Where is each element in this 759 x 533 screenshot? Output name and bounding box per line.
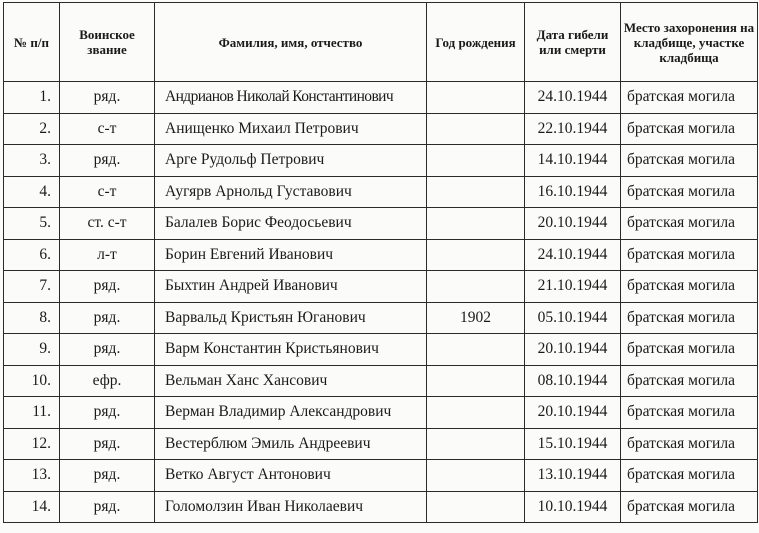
burial-place-cell: братская могила bbox=[621, 239, 758, 271]
birth-year-cell bbox=[427, 113, 525, 145]
header-num: № п/п bbox=[4, 3, 60, 82]
birth-year-cell bbox=[427, 176, 525, 208]
rank-cell: с-т bbox=[60, 176, 155, 208]
birth-year-cell bbox=[427, 428, 525, 460]
birth-year-cell bbox=[427, 208, 525, 240]
name-cell: Вестерблюм Эмиль Андреевич bbox=[155, 428, 427, 460]
death-date-cell: 10.10.1944 bbox=[525, 491, 621, 523]
birth-year-cell bbox=[427, 365, 525, 397]
birth-year-cell bbox=[427, 145, 525, 177]
death-date-cell: 20.10.1944 bbox=[525, 334, 621, 366]
rank-cell: ряд. bbox=[60, 428, 155, 460]
row-number: 2. bbox=[4, 113, 60, 145]
birth-year-cell bbox=[427, 271, 525, 303]
name-cell: Андрианов Николай Константинович bbox=[155, 82, 427, 114]
name-cell: Аугярв Арнольд Густавович bbox=[155, 176, 427, 208]
burial-list-table bbox=[3, 2, 758, 523]
table-row bbox=[4, 82, 758, 114]
row-number: 9. bbox=[4, 334, 60, 366]
name-cell: Быхтин Андрей Иванович bbox=[155, 271, 427, 303]
table-header-row bbox=[4, 3, 758, 82]
death-date-cell: 20.10.1944 bbox=[525, 397, 621, 429]
table-row bbox=[4, 208, 758, 240]
table-row bbox=[4, 491, 758, 523]
burial-place-cell: братская могила bbox=[621, 491, 758, 523]
burial-place-cell: братская могила bbox=[621, 334, 758, 366]
header-rank: Воинское звание bbox=[60, 3, 155, 82]
burial-place-cell: братская могила bbox=[621, 271, 758, 303]
row-number: 13. bbox=[4, 460, 60, 492]
rank-cell: ефр. bbox=[60, 365, 155, 397]
header-name: Фамилия, имя, отчество bbox=[155, 3, 427, 82]
rank-cell: ряд. bbox=[60, 82, 155, 114]
rank-cell: ряд. bbox=[60, 145, 155, 177]
table-row bbox=[4, 113, 758, 145]
row-number: 10. bbox=[4, 365, 60, 397]
birth-year-cell: 1902 bbox=[427, 302, 525, 334]
table-row bbox=[4, 271, 758, 303]
death-date-cell: 08.10.1944 bbox=[525, 365, 621, 397]
birth-year-cell bbox=[427, 334, 525, 366]
name-cell: Варм Константин Кристьянович bbox=[155, 334, 427, 366]
rank-cell: ряд. bbox=[60, 334, 155, 366]
row-number: 4. bbox=[4, 176, 60, 208]
death-date-cell: 05.10.1944 bbox=[525, 302, 621, 334]
table-row bbox=[4, 176, 758, 208]
burial-place-cell: братская могила bbox=[621, 82, 758, 114]
name-cell: Анищенко Михаил Петрович bbox=[155, 113, 427, 145]
name-cell: Вельман Ханс Хансович bbox=[155, 365, 427, 397]
death-date-cell: 20.10.1944 bbox=[525, 208, 621, 240]
birth-year-cell bbox=[427, 82, 525, 114]
row-number: 1. bbox=[4, 82, 60, 114]
burial-place-cell: братская могила bbox=[621, 208, 758, 240]
death-date-cell: 24.10.1944 bbox=[525, 239, 621, 271]
death-date-cell: 22.10.1944 bbox=[525, 113, 621, 145]
death-date-cell: 15.10.1944 bbox=[525, 428, 621, 460]
death-date-cell: 21.10.1944 bbox=[525, 271, 621, 303]
burial-place-cell: братская могила bbox=[621, 302, 758, 334]
row-number: 5. bbox=[4, 208, 60, 240]
table-row bbox=[4, 460, 758, 492]
burial-place-cell: братская могила bbox=[621, 113, 758, 145]
table-row bbox=[4, 397, 758, 429]
death-date-cell: 14.10.1944 bbox=[525, 145, 621, 177]
burial-place-cell: братская могила bbox=[621, 365, 758, 397]
rank-cell: ряд. bbox=[60, 397, 155, 429]
table-row bbox=[4, 239, 758, 271]
death-date-cell: 16.10.1944 bbox=[525, 176, 621, 208]
row-number: 12. bbox=[4, 428, 60, 460]
row-number: 3. bbox=[4, 145, 60, 177]
rank-cell: л-т bbox=[60, 239, 155, 271]
burial-place-cell: братская могила bbox=[621, 460, 758, 492]
name-cell: Варвальд Кристьян Юганович bbox=[155, 302, 427, 334]
death-date-cell: 13.10.1944 bbox=[525, 460, 621, 492]
name-cell: Голомолзин Иван Николаевич bbox=[155, 491, 427, 523]
name-cell: Верман Владимир Александрович bbox=[155, 397, 427, 429]
burial-place-cell: братская могила bbox=[621, 428, 758, 460]
rank-cell: ряд. bbox=[60, 460, 155, 492]
row-number: 8. bbox=[4, 302, 60, 334]
header-birth-year: Год рождения bbox=[427, 3, 525, 82]
name-cell: Арге Рудольф Петрович bbox=[155, 145, 427, 177]
table-row bbox=[4, 302, 758, 334]
row-number: 11. bbox=[4, 397, 60, 429]
table-row bbox=[4, 428, 758, 460]
table-row bbox=[4, 365, 758, 397]
birth-year-cell bbox=[427, 460, 525, 492]
header-burial-place: Место захоронения на кладбище, участке кладбища bbox=[621, 3, 758, 82]
burial-place-cell: братская могила bbox=[621, 176, 758, 208]
name-cell: Балалев Борис Феодосьевич bbox=[155, 208, 427, 240]
birth-year-cell bbox=[427, 239, 525, 271]
burial-place-cell: братская могила bbox=[621, 145, 758, 177]
rank-cell: ряд. bbox=[60, 271, 155, 303]
rank-cell: с-т bbox=[60, 113, 155, 145]
burial-place-cell: братская могила bbox=[621, 397, 758, 429]
row-number: 7. bbox=[4, 271, 60, 303]
table-row bbox=[4, 334, 758, 366]
row-number: 6. bbox=[4, 239, 60, 271]
rank-cell: ряд. bbox=[60, 491, 155, 523]
name-cell: Борин Евгений Иванович bbox=[155, 239, 427, 271]
birth-year-cell bbox=[427, 397, 525, 429]
row-number: 14. bbox=[4, 491, 60, 523]
birth-year-cell bbox=[427, 491, 525, 523]
name-cell: Ветко Август Антонович bbox=[155, 460, 427, 492]
table-row bbox=[4, 145, 758, 177]
death-date-cell: 24.10.1944 bbox=[525, 82, 621, 114]
rank-cell: ряд. bbox=[60, 302, 155, 334]
header-death-date: Дата гибели или смерти bbox=[525, 3, 621, 82]
rank-cell: ст. с-т bbox=[60, 208, 155, 240]
